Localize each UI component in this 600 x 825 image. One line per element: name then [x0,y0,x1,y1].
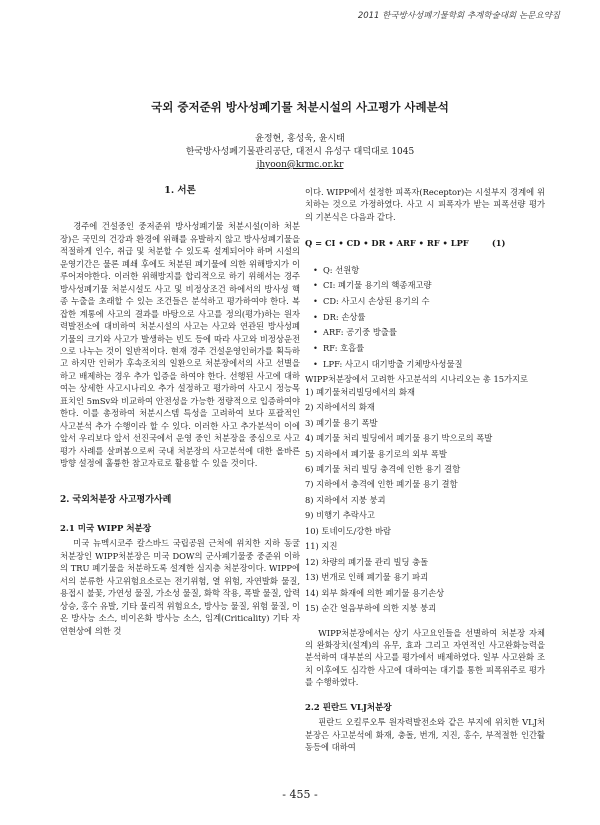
authors: 윤정현, 홍성욱, 윤시태 [255,134,345,144]
definition-item: • LPF: 사고시 대기방출 기체방사성물질 [323,358,545,370]
definition-item: • Q: 선원항 [323,264,545,276]
scenario-item: 10) 토네이도/강한 바람 [305,525,391,536]
introduction-paragraph: 경주에 건설중인 중저준위 방사성폐기물 처분시설(이하 처분장)은 국민의 건강과 환경에 위해를 유발하지 않고 방사성폐기물을 적절하게 인수, 취급 및 처분할 수 있도록 설계되어야 하며 시설의 운영기간은 물론 폐쇄 후에도 처분된 폐기물에 의한 위해방지가 이루어져야한다. 이러한 위해방지를 합리적으로 하기 위해서는 경주방사성폐기물 처분시설도 사고 및 비정상조건 하에서의 방사성 핵종 누출을 초래할 수 있는 조건들은 분석하고 평가하여야 한다. 복잡한 계통에 사고의 결과를 바탕으로 사고를 정의(평가)하는 원자력발전소에 대비하여 처분시설의 사고는 사고와 연관된 방사성폐기물의 크기와 사고가 발생하는 빈도 등에 따라 사고와 비정상운전으로 나누는 것이 일반적이다. 현재 경주 건설운영인허가를 획득하고 하지만 인허가 후속조치의 일환으로 처분장에서의 사고 선별을 하고 배제하는 경우 추가 입증을 하여야 한다. 선행된 사고에 대하여는 상세한 사고시나리오 추가 설정하고 평가하여 사고시 정능목표치인 5mSv와 비교하여 안전성을 가능한 정량적으로 입증하여야 한다. 이를 총정하여 처분시스템 특성을 고려하여 보다 포괄적인 사고분석 추가 수행이라 할 수 있다. 이러한 사고 추가분석이 이에 앞서 우리보다 앞서 선진국에서 운영 중인 처분장을 중심으로 사고평가 사례를 살펴봄으로써 국내 처분장의 사고분석에 대한 올바른 방향 설정에 훌륭한 참고자료로 활용할 수 있을 것이다. [60,221,300,469]
affiliation: 한국방사성폐기물관리공단, 대전시 유성구 대덕대로 1045 [185,147,415,157]
scenario-item: 5) 지하에서 폐기물 용기로의 외부 폭발 [305,448,447,459]
receptor-paragraph: 이다. WIPP에서 설정한 피폭자(Receptor)는 시설부지 경계에 위치하는 것으로 가정하였다. 사고 시 피폭자가 받는 피폭선량 평가의 기본식은 다음과 같다. [305,187,545,222]
conference-header: 2011 한국방사성폐기물학회 추계학술대회 논문요약집 [357,11,560,21]
definition-list [305,264,545,370]
scenario-item: 4) 폐기물 처리 빌딩에서 폐기물 용기 박으로의 폭발 [305,433,493,444]
scenario-item: 2) 지하에서의 화재 [305,402,375,413]
scenario-item: 15) 순간 얼음부하에 의한 지붕 붕괴 [305,603,437,614]
scenario-item: 12) 차량의 폐기물 관리 빌딩 충돌 [305,556,429,567]
definition-item: • ARF: 공기중 방출률 [323,326,545,338]
wipp-paragraph: 미국 뉴멕시코주 칼스바드 국립공원 근처에 위치한 지하 동굴처분장인 WIPP처분장은 미국 DOW의 군사폐기물중 중준위 이하의 TRU 폐기물을 처분하도록 설계한 심지층 처분장이다. WIPP에서의 분류한 사고위험요소로는 전기위험, 열 위험, 자연발화 물질, 용접시 불꽃, 가연성 물질, 가소성 물질, 화학 작용, 폭발 물질, 압력상승, 홍수 유발, 기타 물리적 위험요소, 방사능 물질, 위험 물질, 이온 방사능 소스, 비이온화 방사능 소스, 임계(Criticality) 기타 자연현상에 의한 것 [60,538,300,636]
equation-line [305,237,545,249]
scenario-item: 7) 지하에서 충격에 인한 폐기물 용기 결함 [305,479,458,490]
scenario-item: 3) 폐기물 용기 폭발 [305,417,378,428]
section-introduction-heading: 1. 서론 [164,185,196,196]
section-case-studies-heading: 2. 국외처분장 사고평가사례 [60,494,172,505]
scenario-intro: WIPP처분장에서 고려한 사고분석의 시나리오는 총 15가지로 [305,374,529,385]
definition-item: • DR: 손상률 [323,311,545,323]
wipp-summary-paragraph: WIPP처분장에서는 상기 사고요인들을 선별하여 처분장 자체의 완화장치(설계)의 유무, 효과 그리고 자연적인 사고완화능력을 분석하여 대부분의 사고를 평가에서 배제하였다. 일부 사고완화 조치 이후에도 심각한 사고에 대하여는 대기를 통한 피폭위주로 평가를 수행하였다. [305,627,545,688]
scenario-item: 6) 폐기물 처리 빌딩 충격에 인한 용기 결함 [305,464,461,475]
author-block [0,133,600,172]
email-link[interactable]: jhyoon@krmc.or.kr [256,160,344,170]
paper-title: 국외 중저준위 방사성폐기물 처분시설의 사고평가 사례분석 [151,100,449,114]
right-column [305,186,545,754]
scenario-item: 14) 외부 화재에 의한 폐기물 용기손상 [305,587,445,598]
scenario-item: 8) 지하에서 지붕 붕괴 [305,494,386,505]
definition-item: • CI: 폐기물 용기의 핵종재고량 [323,279,545,291]
subsection-wipp-heading: 2.1 미국 WIPP 처분장 [60,523,152,534]
scenario-item: 1) 폐기물처리빌딩에서의 화재 [305,386,415,397]
equation: Q = CI • CD • DR • ARF • RF • LPF [305,238,469,249]
definition-item: • CD: 사고시 손상된 용기의 수 [323,295,545,307]
scenario-item: 11) 지진 [305,541,338,552]
scenario-item: 9) 비행기 추락사고 [305,510,375,521]
equation-number: (1) [491,238,506,249]
definition-item: • RF: 호흡률 [323,342,545,354]
scenario-list [305,386,545,615]
page-number: - 455 - [282,788,318,801]
vlj-paragraph: 핀란드 오킬루오투 원자력발전소와 같은 부지에 위치한 VLJ처분장은 사고분석에 화재, 충돌, 번개, 지진, 홍수, 부적절한 인간활동등에 대하여 [305,717,545,753]
scenario-item: 13) 번개로 인해 폐기물 용기 파괴 [305,572,429,583]
left-column [60,185,300,637]
subsection-vlj-heading: 2.2 핀란드 VLJ처분장 [305,702,392,713]
